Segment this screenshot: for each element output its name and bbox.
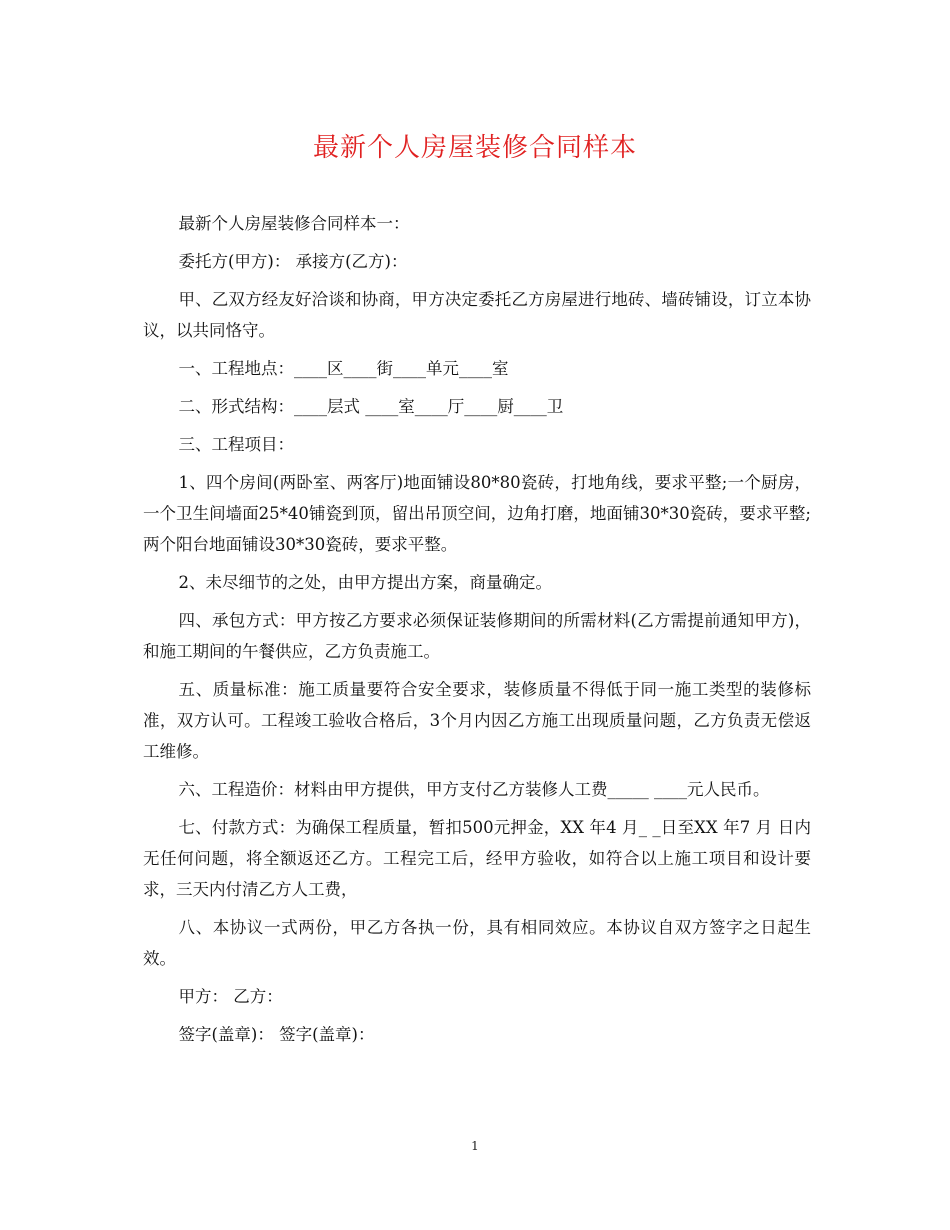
paragraph-structure: 二、形式结构：____层式 ____室____厅____厨____卫 [178,397,564,416]
paragraph-contract-method: 四、承包方式：甲方按乙方要求必须保证装修期间的所需材料(乙方需提前通知甲方)，和施工期间的午餐供应，乙方负责施工。 [143,611,811,661]
paragraph-project-heading: 三、工程项目： [178,435,294,454]
paragraph-quality-standard: 五、质量标准：施工质量要符合安全要求，装修质量不得低于同一施工类型的装修标准，双方认可。工程竣工验收合格后，3个月内因乙方施工出现质量问题，乙方负责无偿返工维修。 [143,680,811,761]
paragraph-signatures: 签字(盖章)： 签字(盖章)： [178,1025,375,1044]
paragraph-project-item-1: 1、四个房间(两卧室、两客厅)地面铺设80*80瓷砖，打地角线，要求平整;一个厨房，一个卫生间墙面25*40铺瓷到顶，留出吊顶空间，边角打磨，地面铺30*30瓷砖，要求平整;两个阳台地面铺设30*30瓷砖，要求平整。 [143,473,811,554]
paragraph-signatories: 甲方： 乙方： [178,987,283,1006]
paragraph-project-item-2: 2、未尽细节的之处，由甲方提出方案，商量确定。 [178,573,552,592]
paragraph-payment-method: 七、付款方式：为确保工程质量，暂扣500元押金，XX 年4 月_ _日至XX 年7 月 日内无任何问题，将全额返还乙方。工程完工后，经甲方验收，如符合以上施工项目和设计要求，三天内付清乙方人工费， [143,818,811,899]
page-number: 1 [471,1139,479,1153]
paragraph-parties: 委托方(甲方)： 承接方(乙方)： [178,252,408,271]
paragraph-intro: 甲、乙双方经友好洽谈和协商，甲方决定委托乙方房屋进行地砖、墙砖铺设，订立本协议，以共同恪守。 [143,290,811,340]
paragraph-copies: 八、本协议一式两份，甲乙方各执一份，具有相同效应。本协议自双方签字之日起生效。 [143,918,811,968]
paragraph-project-cost: 六、工程造价：材料由甲方提供，甲方支付乙方装修人工费_____ ____元人民币。 [178,780,770,799]
paragraph-location: 一、工程地点：____区____街____单元____室 [178,359,509,378]
document-body [143,208,811,1057]
paragraph-heading: 最新个人房屋装修合同样本一： [178,214,410,233]
document-title: 最新个人房屋装修合同样本 [312,133,637,163]
